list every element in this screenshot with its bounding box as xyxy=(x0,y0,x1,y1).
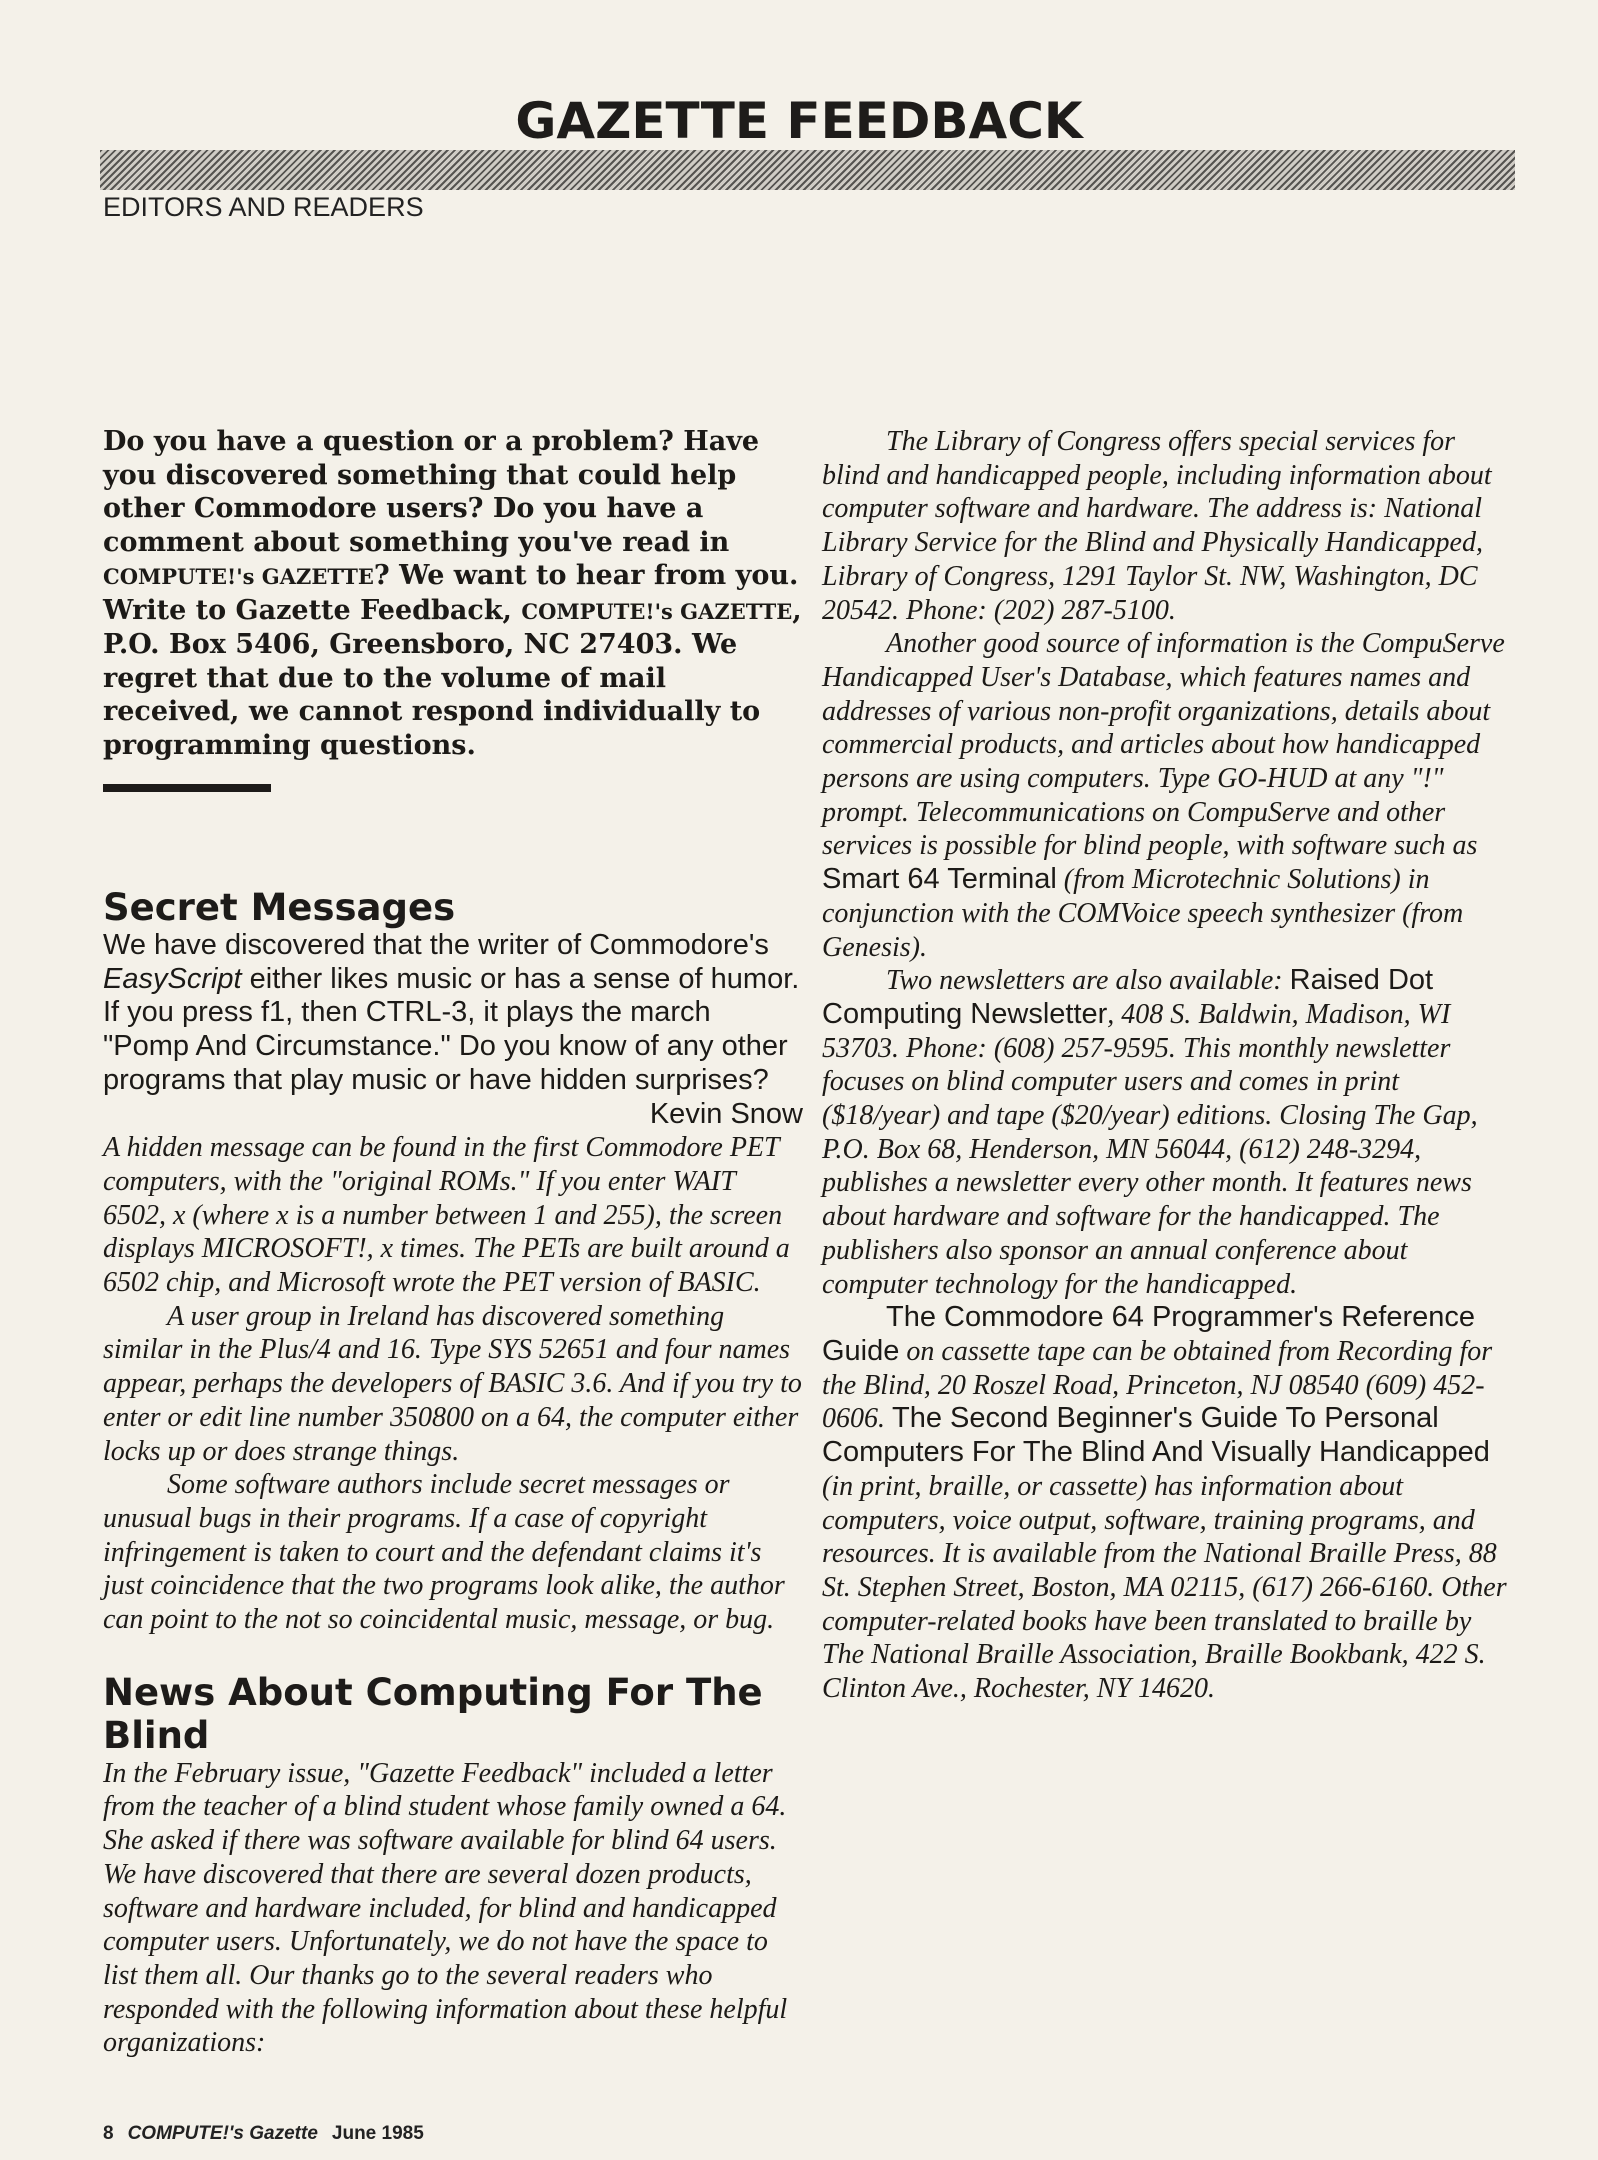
blind-paragraph-1: In the February issue, "Gazette Feedback" included a letter from the teacher of a blind student whose family owned a 64. She asked if there was software available for blind 64 users. We have discovered that there are several dozen products, software and hardware included, for blind and handicapped computer users. Unfortunately, we do not have the space to list them all. Our thanks go to the several readers who responded with the following information about these helpful organizations: xyxy=(103,1757,788,2059)
intro-text-3: , P.O. Box 5406, Greensboro, NC 27403. We regret that due to the volume of mail received, we cannot respond individually to programming questions. xyxy=(103,594,802,761)
p4-newsletter-title: Raised Dot Computing Newsletter xyxy=(822,964,1434,1030)
editor-reply-3: Some software authors include secret messages or unusual bugs in their programs. If a case of copyright infringement is taken to court and the defendant claims it's just coincidence that the two programs look alike, the author can point to the not so coincidental music, message, or bug. xyxy=(103,1469,785,1636)
editor-reply-2: A user group in Ireland has discovered something similar in the Plus/4 and 16. Type SYS 52651 and four names appear, perhaps the developers of BASIC 3.6. And if you try to enter or edit line number 350800 on a 64, the computer either locks up or does strange things. xyxy=(103,1300,802,1467)
blind-paragraph-4 xyxy=(822,964,1512,1301)
page-footer xyxy=(103,2123,424,2145)
blind-paragraph-3 xyxy=(822,627,1512,964)
intro-text-2: ? We want to hear from you. Write to Gazette Feedback, xyxy=(103,560,799,626)
p5-book-title-1: The Commodore 64 Programmer's Reference Guide xyxy=(822,1301,1475,1367)
page-number: 8 xyxy=(103,2123,114,2144)
p5-text-2: (in print, braille, or cassette) has information about computers, voice output, software, training programs, and resources. It is available from the National Braille Press, 88 St. Stephen Street, Boston, MA 02115, (617) 266-6160. Other computer-related books have been translated to braille by The National Braille Association, Braille Bookbank, 422 S. Clinton Ave., Rochester, NY 14620. xyxy=(822,1470,1507,1705)
letter-text-2: either likes music or has a sense of humor. If you press f1, then CTRL-3, it plays the march "Pomp And Circumstance." Do you know of any other programs that play music or have hidden surprises? xyxy=(103,962,800,1096)
section-subtitle: EDITORS AND READERS xyxy=(103,192,424,222)
left-column xyxy=(103,425,803,2060)
letter-program-title: EasyScript xyxy=(103,962,242,995)
intro-end-rule xyxy=(103,784,271,792)
p5-book-title-2: The Second Beginner's Guide To Personal Computers For The Blind And Visually Handicapped xyxy=(822,1402,1490,1469)
p3-text-2: (from Microtechnic Solutions) in conjunction with the COMVoice speech synthesizer (from Genesis). xyxy=(822,864,1464,963)
p3-product-name: Smart 64 Terminal xyxy=(822,863,1057,896)
editor-reply-1: A hidden message can be found in the first Commodore PET computers, with the "original ROMs." If you enter WAIT 6502, x (where x is a number between 1 and 255), the screen displays MICROSOFT!, x times. The PETs are built around a 6502 chip, and Microsoft wrote the PET version of BASIC. xyxy=(103,1132,790,1299)
secret-messages-heading: Secret Messages xyxy=(103,886,456,929)
blind-paragraph-5 xyxy=(822,1301,1512,1705)
header-hatch-rule xyxy=(100,150,1515,190)
p5-text-1: on cassette tape can be obtained from Recording for the Blind, 20 Roszel Road, Princeton, NJ 08540 (609) 452-0606. xyxy=(822,1335,1493,1435)
footer-date: June 1985 xyxy=(331,2123,424,2144)
letter-text-1: We have discovered that the writer of Commodore's xyxy=(103,929,769,961)
letter-signature: Kevin Snow xyxy=(649,1097,803,1130)
intro-text-1: Do you have a question or a problem? Have you discovered something that could help other Commodore users? Do you have a comment about something you've read in xyxy=(103,426,760,558)
footer-magazine: COMPUTE!'s Gazette xyxy=(127,2123,318,2144)
p3-text-1: Another good source of information is the CompuServe Handicapped User's Database, which features names and addresses of various non-profit organizations, details about commercial products, and articles about how handicapped persons are using computers. Type GO-HUD at any "!" prompt. Telecommunications on CompuServe and other services is possible for blind people, with software such as xyxy=(822,628,1505,862)
blind-paragraph-2: The Library of Congress offers special services for blind and handicapped people, including information about computer software and hardware. The address is: National Library Service for the Blind and Physically Handicapped, Library of Congress, 1291 Taylor St. NW, Washington, DC 20542. Phone: (202) 287-5100. xyxy=(822,426,1492,626)
intro-magazine-name-2: COMPUTE!'s GAZETTE xyxy=(521,598,793,624)
p4-text-1: Two newsletters are also available: xyxy=(886,965,1290,997)
reader-letter xyxy=(103,929,803,1098)
intro-paragraph xyxy=(103,425,803,762)
blind-computing-heading: News About Computing For The Blind xyxy=(103,1670,763,1757)
p4-text-2: , 408 S. Baldwin, Madison, WI 53703. Phone: (608) 257-9595. This monthly newsletter focuses on blind computer users and comes in print ($18/year) and tape ($20/year) editions. Closing The Gap, P.O. Box 68, Henderson, MN 56044, (612) 248-3294, publishes a newsletter every other month. It features news about hardware and software for the handicapped. The publishers also sponsor an annual conference about computer technology for the handicapped. xyxy=(822,998,1478,1300)
intro-magazine-name-1: COMPUTE!'s GAZETTE xyxy=(103,564,374,589)
right-column xyxy=(822,425,1512,1706)
page-title: GAZETTE FEEDBACK xyxy=(515,92,1083,150)
